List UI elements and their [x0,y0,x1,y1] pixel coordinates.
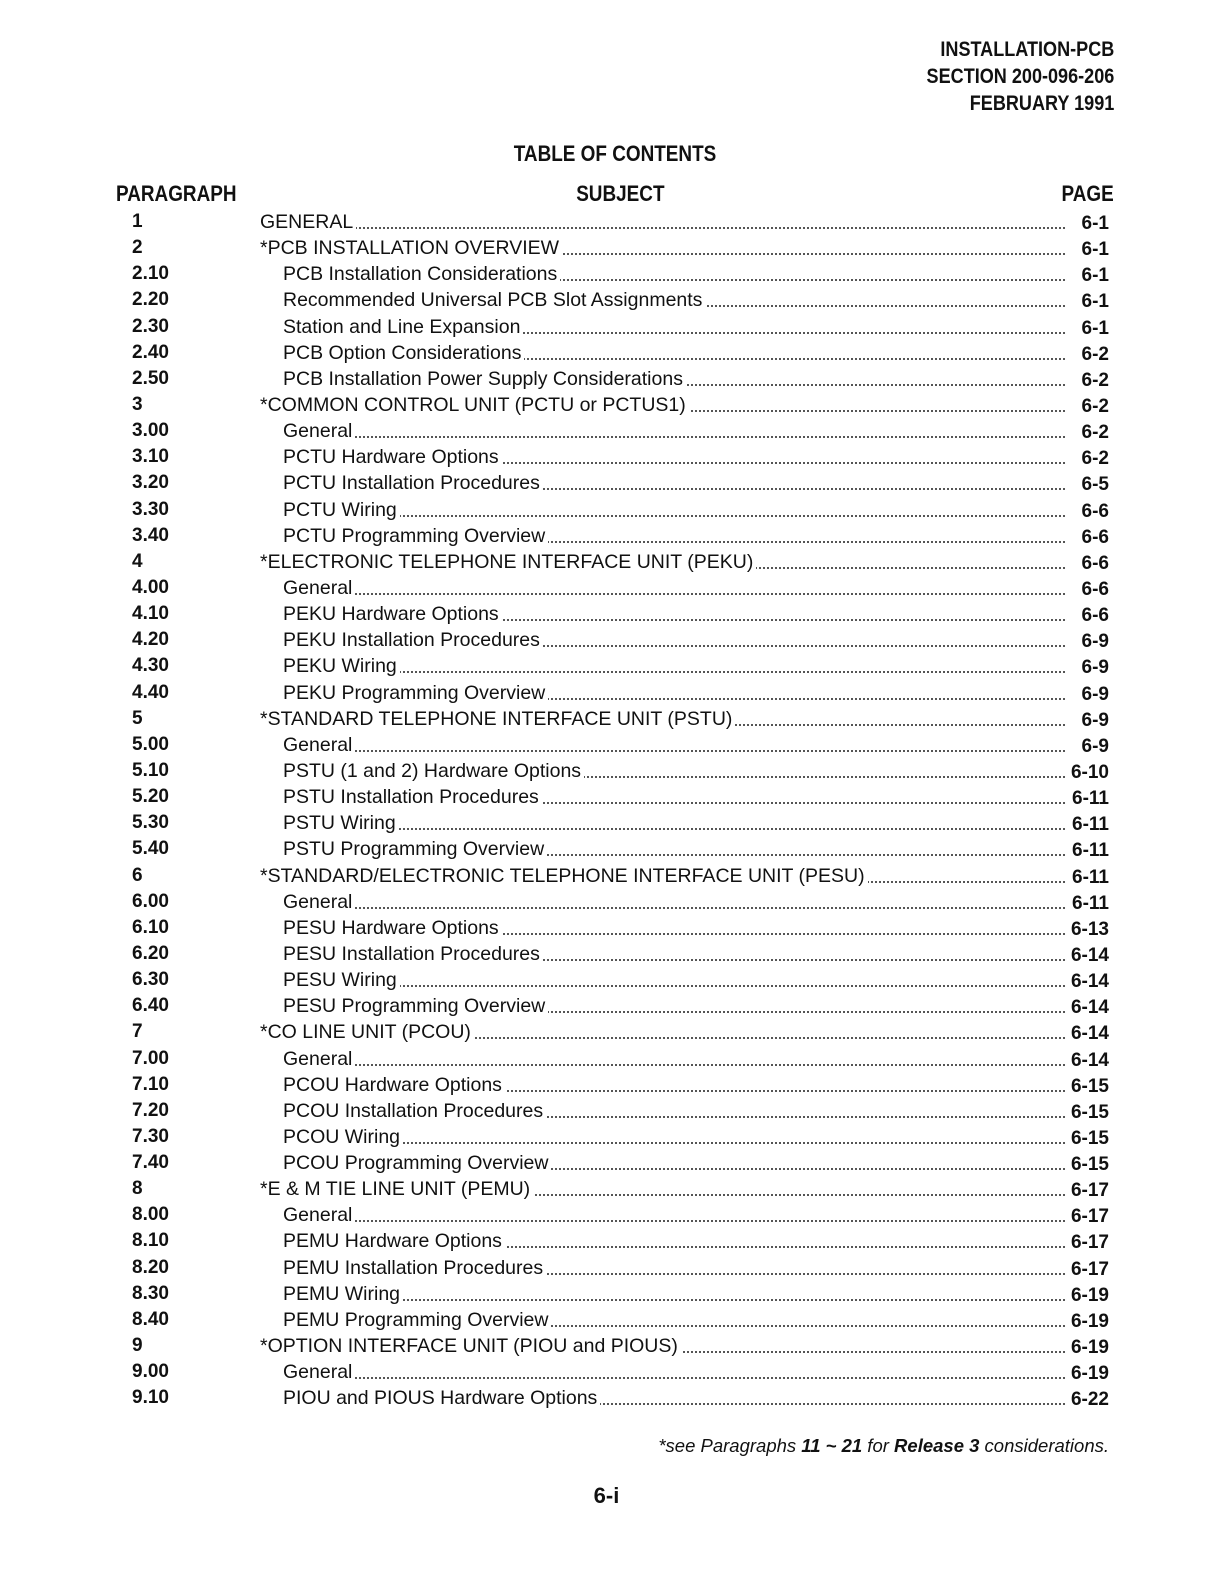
toc-entry[interactable] [0,941,1213,967]
toc-entry-page: 6-14 [1070,1023,1109,1045]
toc-entry[interactable] [0,1072,1213,1098]
toc-entry-paragraph: 7.20 [132,1099,169,1121]
toc-entry-subject-text: PEKU Wiring [283,655,400,677]
toc-entry-paragraph: 8 [132,1178,143,1200]
toc-entry-paragraph: 8.10 [132,1230,169,1252]
toc-entry-paragraph: 5.00 [132,733,169,755]
toc-entry[interactable] [0,1019,1213,1045]
column-header-page: PAGE [1061,181,1114,206]
toc-entry-paragraph: 9.10 [132,1387,169,1409]
toc-entry-subject-text: *COMMON CONTROL UNIT (PCTU or PCTUS1) [260,394,689,416]
document-header [926,36,1114,117]
toc-entry-subject-text: General [283,1361,355,1383]
toc-entry-page: 6-6 [1081,500,1109,522]
toc-entry-page: 6-1 [1081,265,1109,287]
toc-entry-subject-text: PCOU Programming Overview [283,1152,551,1174]
toc-entry-subject-text: *PCB INSTALLATION OVERVIEW [260,237,562,259]
toc-entry[interactable] [0,732,1213,758]
toc-entry-subject-text: General [283,734,355,756]
toc-entry[interactable] [0,1359,1213,1385]
toc-entry-subject [260,209,1065,235]
toc-entry-page: 6-22 [1070,1389,1109,1411]
footnote-release: Release 3 [894,1435,980,1456]
toc-entry-subject [283,993,1065,1019]
toc-entry-page: 6-2 [1081,448,1109,470]
toc-entry-subject [283,1098,1065,1124]
toc-entry[interactable] [0,549,1213,575]
toc-entry-subject [283,470,1065,496]
toc-entry-page: 6-2 [1081,369,1109,391]
toc-entry-page: 6-6 [1081,552,1109,574]
toc-entry-paragraph: 6.10 [132,916,169,938]
toc-entry[interactable] [0,444,1213,470]
toc-entry-subject-text: *STANDARD TELEPHONE INTERFACE UNIT (PSTU) [260,708,735,730]
toc-entry-subject-text: *E & M TIE LINE UNIT (PEMU) [260,1178,533,1200]
toc-entry-page: 6-9 [1081,735,1109,757]
toc-entry-paragraph: 6.00 [132,890,169,912]
toc-entry-subject-text: GENERAL [260,211,356,233]
toc-entry[interactable] [0,1333,1213,1359]
column-header-paragraph: PARAGRAPH [116,181,237,206]
toc-entry-page: 6-11 [1072,866,1109,888]
toc-entry-subject [283,1202,1065,1228]
toc-entry-subject [283,340,1065,366]
toc-entry-subject [260,706,1065,732]
toc-entry-subject-text: PEMU Wiring [283,1283,403,1305]
toc-entry-subject-text: PEKU Programming Overview [283,682,548,704]
toc-entry-page: 6-9 [1081,683,1109,705]
toc-entry-paragraph: 3.30 [132,498,169,520]
toc-entry-subject [283,1307,1065,1333]
toc-entry-subject-text: PCTU Programming Overview [283,525,548,547]
toc-entry-subject [260,549,1065,575]
toc-entry-paragraph: 2.50 [132,367,169,389]
toc-entry-subject-text: *STANDARD/ELECTRONIC TELEPHONE INTERFACE UNIT (PESU) [260,865,868,887]
toc-entry-paragraph: 4.20 [132,629,169,651]
toc-entry[interactable] [0,863,1213,889]
toc-entry-subject [283,810,1065,836]
toc-entry-page: 6-1 [1081,317,1109,339]
toc-entry-subject-text: Recommended Universal PCB Slot Assignments [283,289,705,311]
toc-entry[interactable] [0,1307,1213,1333]
toc-title: TABLE OF CONTENTS [513,141,717,166]
toc-entry-subject-text: PCOU Hardware Options [283,1074,505,1096]
toc-entry-subject-text: General [283,1204,355,1226]
toc-entry-page: 6-6 [1081,605,1109,627]
toc-entry-page: 6-1 [1081,239,1109,261]
toc-entry[interactable] [0,287,1213,313]
toc-entry-paragraph: 9.00 [132,1361,169,1383]
toc-entry-page: 6-15 [1070,1101,1109,1123]
toc-entry-subject-text: PEMU Installation Procedures [283,1257,546,1279]
toc-entry-page: 6-19 [1070,1310,1109,1332]
toc-entry-paragraph: 8.40 [132,1308,169,1330]
toc-entry-subject-text: PCB Installation Considerations [283,263,560,285]
toc-entry-page: 6-1 [1081,213,1109,234]
toc-entry-page: 6-15 [1070,1154,1109,1176]
toc-entry-subject-text: *ELECTRONIC TELEPHONE INTERFACE UNIT (PEKU) [260,551,756,573]
toc-entry-paragraph: 7.40 [132,1152,169,1174]
toc-entry-subject-text: PCOU Wiring [283,1126,403,1148]
toc-entry[interactable] [0,366,1213,392]
footnote-prefix: *see Paragraphs [658,1435,802,1456]
toc-entry-paragraph: 4.40 [132,681,169,703]
toc-entry-subject [283,1385,1065,1411]
toc-entry-paragraph: 4.10 [132,603,169,625]
toc-entry-subject-text: PSTU Installation Procedures [283,786,542,808]
toc-entry-subject [283,261,1065,287]
toc-entry-page: 6-9 [1081,631,1109,653]
toc-entry-subject [260,1333,1065,1359]
column-header-subject: SUBJECT [576,181,665,206]
toc-entry[interactable] [0,784,1213,810]
toc-entry[interactable] [0,1255,1213,1281]
toc-entry[interactable] [0,993,1213,1019]
toc-entry-paragraph: 7.30 [132,1125,169,1147]
toc-entry[interactable] [0,523,1213,549]
toc-entry-subject [283,497,1065,523]
toc-entry-page: 6-14 [1070,944,1109,966]
header-date: FEBRUARY 1991 [969,92,1114,115]
toc-entry-paragraph: 6 [132,864,143,886]
toc-entry[interactable] [0,601,1213,627]
toc-entry-paragraph: 9 [132,1335,143,1357]
toc-entry[interactable] [0,235,1213,261]
toc-entry[interactable] [0,1202,1213,1228]
toc-entry[interactable] [0,653,1213,679]
toc-entry-paragraph: 2.10 [132,263,169,285]
toc-entry-subject [283,1124,1065,1150]
toc-entry-paragraph: 2.40 [132,341,169,363]
toc-entry-page: 6-11 [1072,840,1109,862]
toc-entry-paragraph: 7.10 [132,1073,169,1095]
toc-entry[interactable] [0,261,1213,287]
header-section: SECTION 200-096-206 [926,65,1114,88]
toc-entry-page: 6-14 [1070,1049,1109,1071]
toc-entry-subject-text: Station and Line Expansion [283,316,523,338]
toc-entry[interactable] [0,836,1213,862]
toc-entry-subject [283,523,1065,549]
toc-entry-subject-text: PESU Wiring [283,969,400,991]
toc-entry-subject-text: PESU Programming Overview [283,995,548,1017]
toc-entry-subject-text: PCTU Hardware Options [283,446,502,468]
toc-entry-subject [283,575,1065,601]
toc-entry-paragraph: 3.00 [132,420,169,442]
toc-entry-paragraph: 5.20 [132,786,169,808]
toc-entry[interactable] [0,418,1213,444]
toc-entry-subject-text: PESU Installation Procedures [283,943,543,965]
toc-entry[interactable] [0,758,1213,784]
toc-entry-subject-text: PCTU Wiring [283,499,400,521]
toc-entry-subject [283,758,1065,784]
toc-entry[interactable] [0,1046,1213,1072]
toc-entry-subject-text: General [283,891,355,913]
toc-entry-page: 6-6 [1081,578,1109,600]
toc-entry-subject [283,366,1065,392]
toc-entry-subject-text: PEKU Hardware Options [283,603,502,625]
toc-entry[interactable] [0,1385,1213,1411]
header-title: INSTALLATION-PCB [940,38,1114,61]
toc-entry-page: 6-19 [1070,1337,1109,1359]
toc-entry-page: 6-19 [1070,1363,1109,1385]
toc-entry[interactable] [0,1124,1213,1150]
toc-entry[interactable] [0,1176,1213,1202]
toc-entry-page: 6-5 [1081,474,1109,496]
toc-entry-paragraph: 4.00 [132,576,169,598]
toc-entry[interactable] [0,470,1213,496]
toc-entry-subject [283,653,1065,679]
toc-entry-page: 6-14 [1070,971,1109,993]
toc-entry[interactable] [0,392,1213,418]
toc-entry[interactable] [0,314,1213,340]
toc-entry-subject [283,1255,1065,1281]
toc-entry-subject-text: PSTU (1 and 2) Hardware Options [283,760,584,782]
toc-entry-subject [283,1359,1065,1385]
toc-entry-page: 6-17 [1070,1258,1109,1280]
toc-entry[interactable] [0,889,1213,915]
toc-entry-subject [260,392,1065,418]
toc-entry-paragraph: 5.40 [132,838,169,860]
toc-entry-subject [260,863,1065,889]
toc-entry-paragraph: 8.00 [132,1204,169,1226]
toc-entry-subject-text: General [283,420,355,442]
toc-entry[interactable] [0,1228,1213,1254]
toc-entry-paragraph: 4.30 [132,655,169,677]
toc-entry-subject [283,680,1065,706]
toc-entry-page: 6-19 [1070,1284,1109,1306]
toc-entry-paragraph: 6.20 [132,942,169,964]
toc-entry-subject [283,601,1065,627]
toc-entry[interactable] [0,1098,1213,1124]
toc-entry-subject-text: General [283,1048,355,1070]
toc-entry-page: 6-9 [1081,657,1109,679]
toc-entry[interactable] [0,1150,1213,1176]
toc-entry-subject [283,444,1065,470]
toc-entry-page: 6-9 [1081,709,1109,731]
toc-entry-subject [283,287,1065,313]
toc-entry-page: 6-17 [1070,1180,1109,1202]
toc-entry-subject [283,1150,1065,1176]
toc-entry-paragraph: 5 [132,707,143,729]
toc-entry-paragraph: 3.40 [132,524,169,546]
toc-entry-subject [260,235,1065,261]
toc-entry[interactable] [0,627,1213,653]
toc-entry-page: 6-17 [1070,1232,1109,1254]
toc-entry[interactable] [0,706,1213,732]
page-number: 6-i [593,1483,620,1508]
toc-entry-subject-text: PESU Hardware Options [283,917,502,939]
toc-entry-subject-text: *CO LINE UNIT (PCOU) [260,1021,474,1043]
toc-entry-subject-text: PSTU Wiring [283,812,399,834]
toc-entry-page: 6-6 [1081,526,1109,548]
toc-entry-subject [283,1228,1065,1254]
toc-entry-subject [283,889,1065,915]
toc-entry-paragraph: 2 [132,237,143,259]
toc-entry-paragraph: 3 [132,393,143,415]
footnote-middle: for [862,1435,895,1456]
toc-entry[interactable] [0,497,1213,523]
footnote [658,1435,1109,1457]
toc-entry-paragraph: 2.20 [132,289,169,311]
toc-entry-page: 6-13 [1070,918,1109,940]
toc-entry-subject [283,314,1065,340]
toc-entry-subject-text: PEMU Hardware Options [283,1230,505,1252]
toc-entry-page: 6-14 [1070,997,1109,1019]
toc-entry[interactable] [0,915,1213,941]
toc-entry-subject [283,915,1065,941]
toc-entry-subject [283,967,1065,993]
toc-entry-page: 6-17 [1070,1206,1109,1228]
toc-entry-subject-text: PCOU Installation Procedures [283,1100,546,1122]
toc-entry-page: 6-15 [1070,1075,1109,1097]
toc-list [0,209,1213,1411]
toc-entry-page: 6-10 [1070,761,1109,783]
toc-entry[interactable] [0,1281,1213,1307]
toc-entry-subject [283,627,1065,653]
toc-entry[interactable] [0,209,1213,235]
toc-entry-paragraph: 2.30 [132,315,169,337]
toc-entry-page: 6-2 [1081,343,1109,365]
toc-entry-paragraph: 7 [132,1021,143,1043]
toc-entry-paragraph: 3.20 [132,472,169,494]
toc-entry-paragraph: 8.30 [132,1282,169,1304]
toc-entry-page: 6-11 [1072,892,1109,914]
toc-entry-subject-text: General [283,577,355,599]
toc-entry-subject-text: PEKU Installation Procedures [283,629,543,651]
toc-entry-paragraph: 8.20 [132,1256,169,1278]
toc-entry-subject [283,1072,1065,1098]
toc-entry[interactable] [0,340,1213,366]
toc-entry-page: 6-15 [1070,1127,1109,1149]
toc-entry-paragraph: 5.30 [132,812,169,834]
toc-entry-subject [283,732,1065,758]
toc-entry[interactable] [0,810,1213,836]
toc-entry-subject-text: *OPTION INTERFACE UNIT (PIOU and PIOUS) [260,1335,681,1357]
toc-entry-paragraph: 7.00 [132,1047,169,1069]
toc-entry-subject [283,941,1065,967]
toc-entry-subject [283,1046,1065,1072]
toc-entry-paragraph: 5.10 [132,759,169,781]
footnote-range: 11 ~ 21 [801,1435,863,1456]
toc-entry-paragraph: 1 [132,211,143,232]
toc-entry-subject [283,1281,1065,1307]
toc-entry-page: 6-2 [1081,422,1109,444]
toc-entry[interactable] [0,575,1213,601]
toc-entry-subject [283,784,1065,810]
toc-entry-subject [260,1019,1065,1045]
footnote-suffix: considerations. [979,1435,1109,1456]
toc-entry-subject-text: PSTU Programming Overview [283,838,547,860]
toc-entry-subject-text: PCB Installation Power Supply Considerations [283,368,686,390]
toc-entry-subject-text: PEMU Programming Overview [283,1309,551,1331]
toc-entry[interactable] [0,680,1213,706]
toc-entry[interactable] [0,967,1213,993]
toc-entry-subject-text: PIOU and PIOUS Hardware Options [283,1387,600,1409]
toc-entry-page: 6-1 [1081,291,1109,313]
toc-entry-subject-text: PCTU Installation Procedures [283,472,543,494]
toc-entry-page: 6-11 [1072,814,1109,836]
toc-entry-paragraph: 4 [132,550,143,572]
toc-entry-subject [283,418,1065,444]
toc-entry-paragraph: 6.30 [132,969,169,991]
toc-entry-paragraph: 6.40 [132,995,169,1017]
toc-entry-subject [260,1176,1065,1202]
toc-entry-subject [283,836,1065,862]
toc-entry-page: 6-2 [1081,395,1109,417]
toc-entry-page: 6-11 [1072,788,1109,810]
toc-entry-subject-text: PCB Option Considerations [283,342,524,364]
toc-entry-paragraph: 3.10 [132,446,169,468]
